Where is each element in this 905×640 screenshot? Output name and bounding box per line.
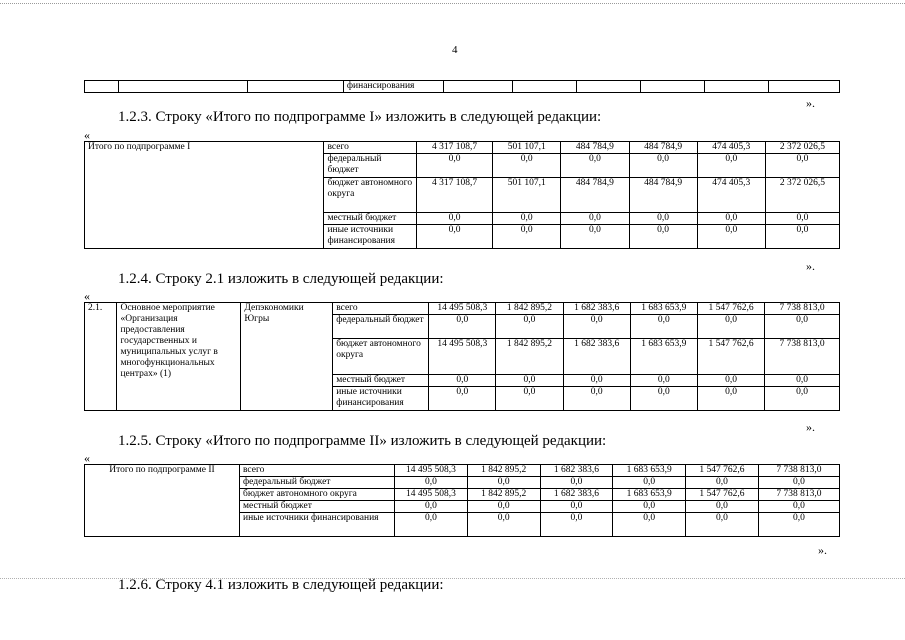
tail-label: финансирования [343,81,443,93]
value-cell: 1 842 895,2 [467,465,540,477]
closing-quote: ». [806,259,815,273]
value-cell: 4 317 108,7 [417,142,493,154]
table-row [85,303,840,315]
value-cell: 7 738 813,0 [765,303,840,315]
value-cell: 0,0 [686,477,759,489]
tail-cell [640,81,704,93]
tail-cell [704,81,768,93]
value-cell: 1 842 895,2 [467,489,540,501]
value-cell: 4 317 108,7 [417,178,493,213]
value-cell: 0,0 [429,375,496,387]
table-subprogram-2-total [84,464,840,537]
value-cell: 0,0 [765,387,840,411]
section-heading: 1.2.3. Строку «Итого по подпрограмме I» изложить в следующей редакции: [118,109,602,125]
source-cell: иные источники финансирования [240,513,395,537]
value-cell: 484 784,9 [629,142,697,154]
value-cell: 0,0 [697,375,764,387]
source-cell: местный бюджет [333,375,429,387]
value-cell: 1 682 383,6 [563,339,630,375]
source-cell: федеральный бюджет [324,154,417,178]
value-cell: 0,0 [613,477,686,489]
table-row [85,465,840,477]
value-cell: 1 683 653,9 [613,465,686,477]
section-heading: 1.2.6. Строку 4.1 изложить в следующей редакции: [118,577,444,593]
value-cell: 0,0 [493,154,561,178]
value-cell: 14 495 508,3 [429,303,496,315]
value-cell: 484 784,9 [629,178,697,213]
value-cell: 7 738 813,0 [758,489,839,501]
tail-cell [443,81,512,93]
value-cell: 0,0 [630,387,697,411]
value-cell: 0,0 [629,154,697,178]
closing-quote: ». [818,543,827,557]
closing-quote: ». [806,420,815,434]
value-cell: 1 842 895,2 [496,339,563,375]
value-cell: 0,0 [540,477,613,489]
value-cell: 1 682 383,6 [563,303,630,315]
table-row [85,142,840,154]
value-cell: 1 683 653,9 [613,489,686,501]
table-activity-2-1 [84,302,840,411]
value-cell: 0,0 [561,154,629,178]
value-cell: 484 784,9 [561,142,629,154]
value-cell: 0,0 [395,477,468,489]
source-cell: бюджет автономного округа [333,339,429,375]
tail-cell [513,81,577,93]
source-cell: федеральный бюджет [240,477,395,489]
scan-top-line [0,3,905,4]
value-cell: 0,0 [629,213,697,225]
value-cell: 0,0 [467,501,540,513]
page-number: 4 [452,44,458,56]
value-cell: 0,0 [417,213,493,225]
value-cell: 14 495 508,3 [429,339,496,375]
tail-cell [768,81,839,93]
value-cell: 0,0 [395,501,468,513]
value-cell: 1 547 762,6 [686,465,759,477]
value-cell: 0,0 [758,501,839,513]
value-cell: 1 683 653,9 [630,303,697,315]
row-name: Итого по подпрограмме I [85,142,324,249]
value-cell: 0,0 [540,501,613,513]
value-cell: 484 784,9 [561,178,629,213]
value-cell: 1 547 762,6 [686,489,759,501]
value-cell: 1 842 895,2 [496,303,563,315]
value-cell: 0,0 [563,315,630,339]
value-cell: 0,0 [563,387,630,411]
row-number: 2.1. [85,303,117,411]
value-cell: 1 547 762,6 [697,339,764,375]
tail-cell [576,81,640,93]
activity-name: Основное мероприятие «Организация предоставления государственных и муниципальных услуг в многофункциональных центрах» (1) [117,303,241,411]
value-cell: 0,0 [496,387,563,411]
value-cell: 0,0 [493,213,561,225]
value-cell: 0,0 [630,375,697,387]
source-cell: иные источники финансирования [333,387,429,411]
value-cell: 1 682 383,6 [540,465,613,477]
tail-cell [247,81,343,93]
value-cell: 0,0 [467,477,540,489]
source-cell: всего [333,303,429,315]
closing-quote: ». [806,96,815,110]
value-cell: 14 495 508,3 [395,489,468,501]
value-cell: 0,0 [697,315,764,339]
value-cell: 7 738 813,0 [758,465,839,477]
table-subprogram-1-total [84,141,840,249]
value-cell: 0,0 [563,375,630,387]
tail-cell [85,81,119,93]
value-cell: 0,0 [496,375,563,387]
source-cell: всего [240,465,395,477]
source-cell: федеральный бюджет [333,315,429,339]
opening-quote: « [84,451,90,465]
value-cell: 14 495 508,3 [395,465,468,477]
value-cell: 1 547 762,6 [697,303,764,315]
value-cell: 474 405,3 [697,142,765,154]
value-cell: 0,0 [765,213,839,225]
value-cell: 501 107,1 [493,142,561,154]
value-cell: 0,0 [686,501,759,513]
value-cell: 0,0 [629,225,697,249]
value-cell: 0,0 [697,213,765,225]
source-cell: местный бюджет [324,213,417,225]
value-cell: 0,0 [765,315,840,339]
executor: Депэкономики Югры [241,303,333,411]
value-cell: 0,0 [429,387,496,411]
value-cell: 0,0 [417,225,493,249]
row-name: Итого по подпрограмме II [85,465,240,537]
value-cell: 0,0 [758,477,839,489]
value-cell: 501 107,1 [493,178,561,213]
value-cell: 0,0 [395,513,468,537]
value-cell: 0,0 [697,154,765,178]
tail-cell [119,81,248,93]
value-cell: 0,0 [561,225,629,249]
source-cell: местный бюджет [240,501,395,513]
opening-quote: « [84,289,90,303]
value-cell: 0,0 [496,315,563,339]
value-cell: 0,0 [493,225,561,249]
value-cell: 0,0 [697,225,765,249]
value-cell: 0,0 [765,154,839,178]
value-cell: 2 372 026,5 [765,142,839,154]
value-cell: 2 372 026,5 [765,178,839,213]
opening-quote: « [84,128,90,142]
source-cell: всего [324,142,417,154]
value-cell: 0,0 [765,225,839,249]
value-cell: 0,0 [765,375,840,387]
value-cell: 0,0 [613,513,686,537]
value-cell: 7 738 813,0 [765,339,840,375]
section-heading: 1.2.5. Строку «Итого по подпрограмме II» изложить в следующей редакции: [118,433,607,449]
value-cell: 0,0 [630,315,697,339]
source-cell: бюджет автономного округа [240,489,395,501]
previous-table-tail [84,80,840,93]
value-cell: 0,0 [429,315,496,339]
value-cell: 0,0 [697,387,764,411]
value-cell: 474 405,3 [697,178,765,213]
value-cell: 0,0 [758,513,839,537]
value-cell: 0,0 [613,501,686,513]
value-cell: 0,0 [467,513,540,537]
source-cell: иные источники финансирования [324,225,417,249]
value-cell: 1 682 383,6 [540,489,613,501]
source-cell: бюджет автономного округа [324,178,417,213]
section-heading: 1.2.4. Строку 2.1 изложить в следующей редакции: [118,271,444,287]
value-cell: 1 683 653,9 [630,339,697,375]
value-cell: 0,0 [540,513,613,537]
value-cell: 0,0 [686,513,759,537]
value-cell: 0,0 [417,154,493,178]
value-cell: 0,0 [561,213,629,225]
